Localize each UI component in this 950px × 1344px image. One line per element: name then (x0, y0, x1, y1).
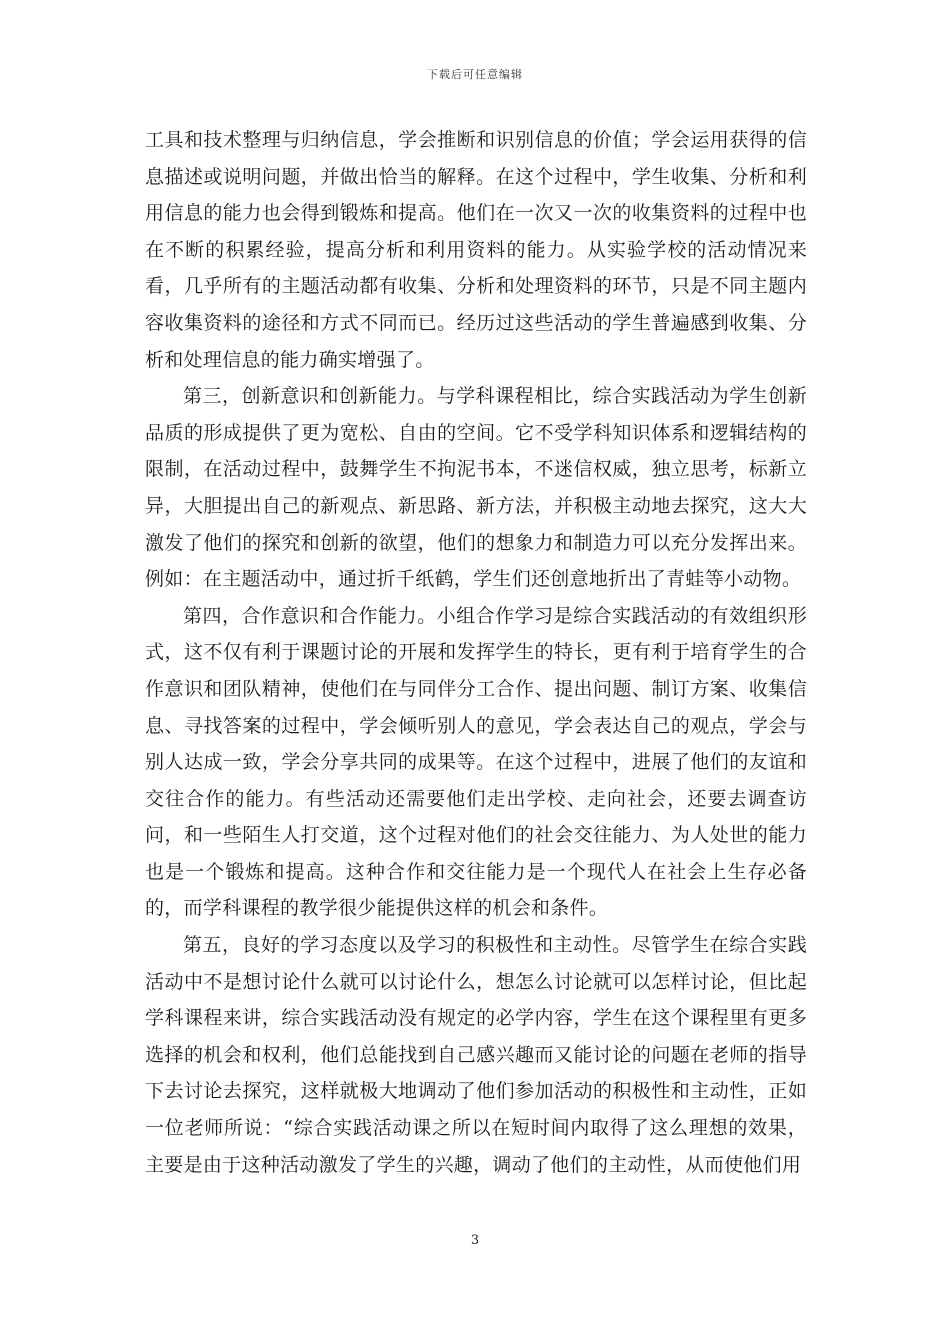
paragraph-fourth-point: 第四，合作意识和合作能力。小组合作学习是综合实践活动的有效组织形式，这不仅有利于课题讨论的开展和发挥学生的特长，更有利于培育学生的合作意识和团队精神，使他们在与同伴分工合作、提出问题、制订方案、收集信息、寻找答案的过程中，学会倾听别人的意见，学会表达自己的观点，学会与别人达成一致，学会分享共同的成果等。在这个过程中，进展了他们的友谊和交往合作的能力。有些活动还需要他们走出学校、走向社会，还要去调查访问，和一些陌生人打交道，这个过程对他们的社会交往能力、为人处世的能力也是一个锻炼和提高。这种合作和交往能力是一个现代人在社会上生存必备的，而学科课程的教学很少能提供这样的机会和条件。 (145, 604, 807, 920)
document-body (145, 122, 807, 1183)
page-header: 下载后可任意编辑 (427, 68, 523, 81)
paragraph-continuation: 工具和技术整理与归纳信息，学会推断和识别信息的价值；学会运用获得的信息描述或说明问题，并做出恰当的解释。在这个过程中，学生收集、分析和利用信息的能力也会得到锻炼和提高。他们在一次又一次的收集资料的过程中也在不断的积累经验，提高分析和利用资料的能力。从实验学校的活动情况来看，几乎所有的主题活动都有收集、分析和处理资料的环节，只是不同主题内容收集资料的途径和方式不同而已。经历过这些活动的学生普遍感到收集、分析和处理信息的能力确实增强了。 (145, 129, 807, 371)
paragraph-fifth-point: 第五，良好的学习态度以及学习的积极性和主动性。尽管学生在综合实践活动中不是想讨论什么就可以讨论什么，想怎么讨论就可以怎样讨论，但比起学科课程来讲，综合实践活动没有规定的必学内容，学生在这个课程里有更多选择的机会和权利，他们总能找到自己感兴趣而又能讨论的问题在老师的指导下去讨论去探究，这样就极大地调动了他们参加活动的积极性和主动性，正如一位老师所说：“综合实践活动课之所以在短时间内取得了这么理想的效果，主要是由于这种活动激发了学生的兴趣，调动了他们的主动性，从而使他们用 (145, 934, 807, 1176)
page-number: 3 (470, 1233, 480, 1248)
paragraph-third-point: 第三，创新意识和创新能力。与学科课程相比，综合实践活动为学生创新品质的形成提供了更为宽松、自由的空间。它不受学科知识体系和逻辑结构的限制，在活动过程中，鼓舞学生不拘泥书本，不迷信权威，独立思考，标新立异，大胆提出自己的新观点、新思路、新方法，并积极主动地去探究，这大大激发了他们的探究和创新的欲望，他们的想象力和制造力可以充分发挥出来。例如：在主题活动中，通过折千纸鹤，学生们还创意地折出了青蛙等小动物。 (145, 385, 807, 591)
